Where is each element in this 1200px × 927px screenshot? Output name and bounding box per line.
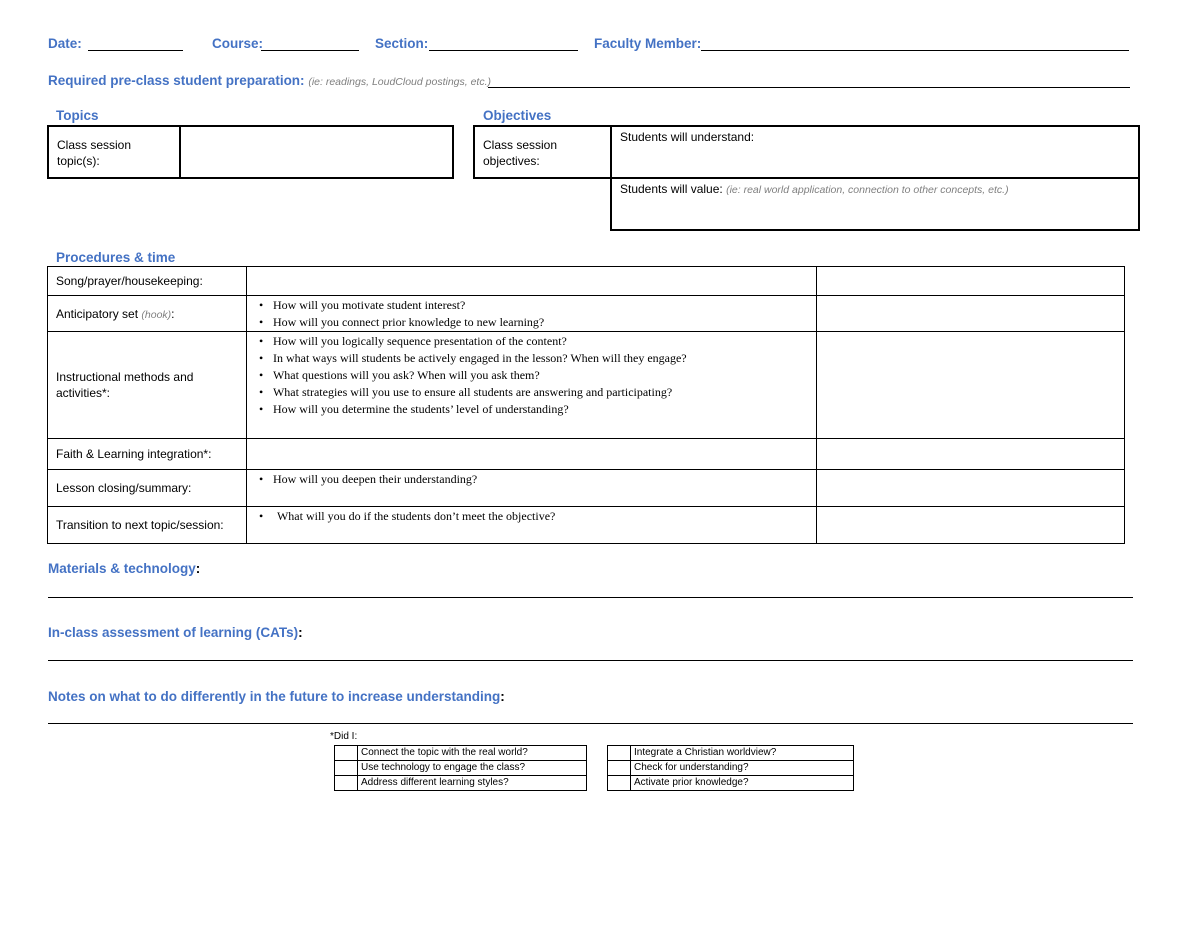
check-label: Activate prior knowledge? — [631, 776, 854, 791]
checkbox[interactable] — [608, 761, 631, 776]
materials-label: Materials & technology — [48, 561, 196, 576]
proc-time-1[interactable] — [817, 296, 1125, 332]
section-field[interactable] — [429, 50, 578, 51]
procedures-table — [47, 266, 1125, 544]
list-item — [335, 776, 587, 791]
faculty-label: Faculty Member: — [594, 36, 702, 51]
bullet-item: • What strategies will you use to ensure all students are answering and participating? — [255, 384, 808, 401]
value-label: Students will value: — [620, 182, 723, 196]
table-row — [48, 470, 1125, 507]
prep-label: Required pre-class student preparation: — [48, 73, 305, 88]
notes-label: Notes on what to do differently in the future to increase understanding — [48, 689, 501, 704]
understand-label: Students will understand: — [620, 130, 755, 144]
row-label: Instructional methods and activities*: — [56, 370, 194, 400]
proc-content-0[interactable] — [246, 267, 816, 296]
checkbox[interactable] — [335, 746, 358, 761]
checkbox[interactable] — [335, 776, 358, 791]
objectives-label-box — [473, 125, 612, 179]
row-note: (hook) — [141, 308, 172, 321]
table-row — [48, 439, 1125, 470]
date-label: Date: — [48, 36, 82, 51]
proc-label-3 — [48, 439, 247, 470]
bullet-item: • How will you deepen their understanding? — [255, 471, 808, 488]
prep-row — [48, 73, 491, 88]
bullet-item: • What will you do if the students don’t meet the objective? — [255, 508, 808, 525]
list-item — [608, 746, 854, 761]
objectives-row-label: Class session objectives: — [483, 138, 558, 168]
course-field[interactable] — [261, 50, 359, 51]
objectives-heading: Objectives — [483, 108, 552, 123]
topics-heading: Topics — [56, 108, 99, 123]
proc-label-5 — [48, 507, 247, 544]
proc-label-4 — [48, 470, 247, 507]
proc-content-3[interactable] — [246, 439, 816, 470]
section-label: Section: — [375, 36, 429, 51]
bullet-item: • What questions will you ask? When will you ask them? — [255, 367, 808, 384]
value-box[interactable] — [610, 177, 1140, 231]
checkbox[interactable] — [608, 776, 631, 791]
value-row — [620, 181, 1009, 198]
check-label: Integrate a Christian worldview? — [631, 746, 854, 761]
assessment-label: In-class assessment of learning (CATs) — [48, 625, 299, 640]
prep-field[interactable] — [488, 87, 1130, 88]
check-label: Connect the topic with the real world? — [358, 746, 587, 761]
proc-label-0 — [48, 267, 247, 296]
table-row — [48, 507, 1125, 544]
prep-note: (ie: readings, LoudCloud postings, etc.) — [308, 76, 492, 88]
proc-time-2[interactable] — [817, 332, 1125, 439]
proc-time-0[interactable] — [817, 267, 1125, 296]
course-label: Course: — [212, 36, 264, 51]
assessment-row: In-class assessment of learning (CATs): — [48, 625, 303, 640]
bullet-item: • In what ways will students be actively engaged in the lesson? When will they engage? — [255, 350, 808, 367]
materials-field[interactable] — [48, 597, 1133, 598]
proc-label-1: Anticipatory set (hook): — [48, 296, 247, 332]
proc-time-4[interactable] — [817, 470, 1125, 507]
bullet-item: • How will you motivate student interest? — [255, 297, 808, 314]
table-row — [48, 267, 1125, 296]
topics-input[interactable] — [182, 127, 452, 177]
check-label: Use technology to engage the class? — [358, 761, 587, 776]
row-label: Transition to next topic/session: — [56, 518, 224, 532]
table-row — [48, 332, 1125, 439]
row-label: Faith & Learning integration*: — [56, 447, 212, 461]
row-label: Anticipatory set — [56, 306, 139, 321]
proc-content-4[interactable] — [246, 470, 816, 507]
checklist-heading: *Did I: — [330, 731, 358, 742]
bullet-item: • How will you determine the students’ level of understanding? — [255, 401, 808, 418]
bullet-item: • How will you logically sequence presentation of the content? — [255, 333, 808, 350]
proc-content-2[interactable] — [246, 332, 816, 439]
topics-divider — [179, 127, 181, 177]
notes-row: Notes on what to do differently in the future to increase understanding: — [48, 689, 505, 704]
faculty-field[interactable] — [701, 50, 1129, 51]
proc-label-2 — [48, 332, 247, 439]
date-field[interactable] — [88, 50, 183, 51]
understand-box[interactable] — [610, 125, 1140, 179]
list-item — [608, 776, 854, 791]
table-row — [48, 296, 1125, 332]
checklist-left — [334, 745, 587, 791]
checkbox[interactable] — [335, 761, 358, 776]
notes-field[interactable] — [48, 723, 1133, 724]
topics-row-label: Class session topic(s): — [57, 138, 132, 168]
value-note: (ie: real world application, connection to other concepts, etc.) — [726, 184, 1009, 196]
list-item — [335, 746, 587, 761]
bullet-item: • How will you connect prior knowledge to new learning? — [255, 314, 808, 331]
checkbox[interactable] — [608, 746, 631, 761]
row-label: Lesson closing/summary: — [56, 481, 192, 495]
check-label: Check for understanding? — [631, 761, 854, 776]
list-item — [335, 761, 587, 776]
row-label: Song/prayer/housekeeping: — [56, 274, 203, 288]
proc-time-5[interactable] — [817, 507, 1125, 544]
checklist-right — [607, 745, 854, 791]
procedures-heading: Procedures & time — [56, 250, 176, 265]
topics-box — [47, 125, 454, 179]
materials-row: Materials & technology: — [48, 561, 201, 576]
check-label: Address different learning styles? — [358, 776, 587, 791]
proc-content-5[interactable] — [246, 507, 816, 544]
assessment-field[interactable] — [48, 660, 1133, 661]
proc-time-3[interactable] — [817, 439, 1125, 470]
proc-content-1[interactable] — [246, 296, 816, 332]
list-item — [608, 761, 854, 776]
